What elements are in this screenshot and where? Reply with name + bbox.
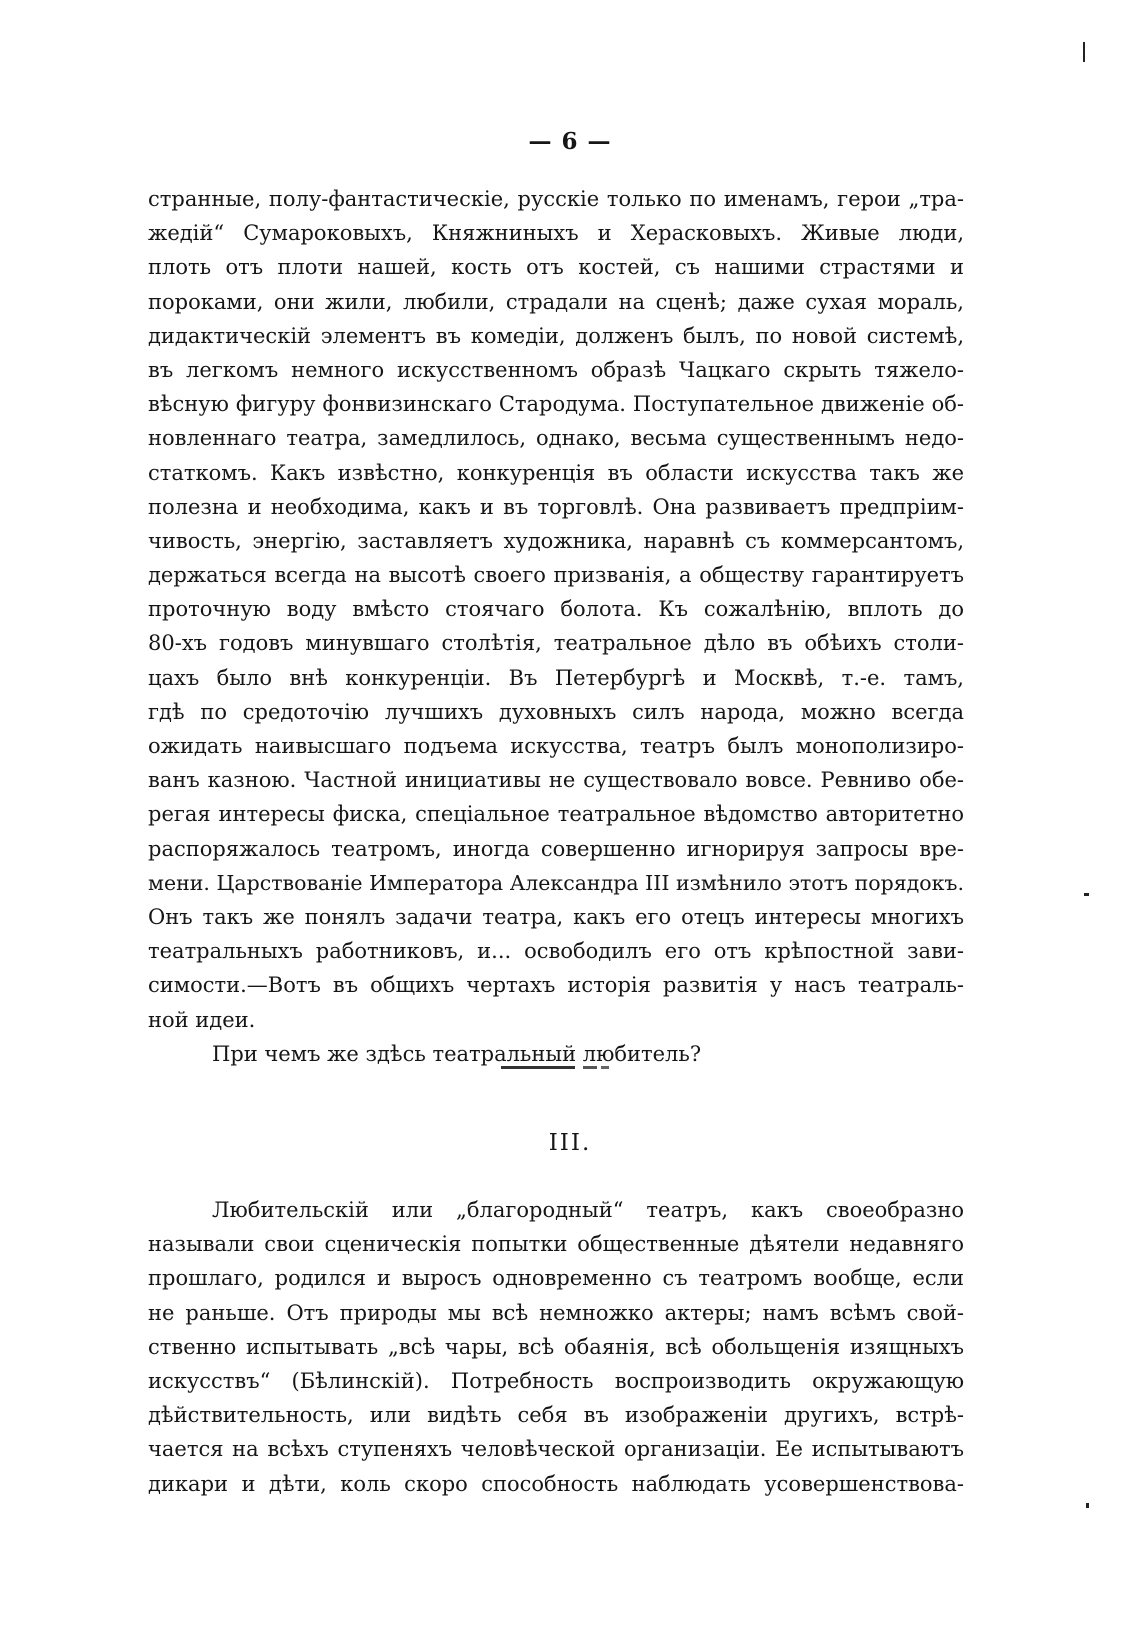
paragraph-three bbox=[148, 1193, 964, 1501]
scan-speck bbox=[1084, 893, 1089, 896]
text-line: плоть отъ плоти нашей, кость отъ костей, съ нашими страстями и bbox=[148, 255, 964, 280]
text-line: Любительскій или „благородный“ театръ, какъ своеобразно bbox=[212, 1198, 964, 1222]
text-line: новленнаго театра, замедлилось, однако, весьма существеннымъ недо- bbox=[148, 426, 964, 451]
text-line: регая интересы фиска, спеціальное театральное вѣдомство авторитетно bbox=[148, 802, 964, 827]
text-line: статкомъ. Какъ извѣстно, конкуренція въ области искусства такъ же bbox=[148, 460, 964, 485]
text-line: чается на всѣхъ ступеняхъ человѣческой организаціи. Ее испытываютъ bbox=[148, 1437, 964, 1462]
text-line: въ легкомъ немного искусственномъ образѣ Чацкаго скрыть тяжело- bbox=[148, 357, 964, 382]
section-heading: III. bbox=[548, 1130, 592, 1156]
text-line: мени. Царствованіе Императора Александра III измѣнило этотъ порядокъ. bbox=[148, 870, 964, 895]
text-line: странные, полу-фантастическіе, русскіе только по именамъ, герои „тра- bbox=[148, 187, 964, 211]
page-number: — 6 — bbox=[528, 128, 612, 155]
paragraph-two: При чемъ же здѣсь театральный любитель? bbox=[212, 1041, 702, 1066]
text-line: не раньше. Отъ природы мы всѣ немножко актеры; намъ всѣмъ свой- bbox=[148, 1300, 964, 1325]
text-line: ной идеи. bbox=[148, 1007, 256, 1032]
text-line: театральныхъ работниковъ, и... освободилъ его отъ крѣпостной зави- bbox=[148, 939, 964, 964]
text-line: симости.—Вотъ въ общихъ чертахъ исторія развитія у насъ театраль- bbox=[148, 973, 964, 998]
text-line: вѣсную фигуру фонвизинскаго Стародума. Поступательное движеніе об- bbox=[148, 392, 964, 417]
text-line: цахъ было внѣ конкуренціи. Въ Петербургѣ и Москвѣ, т.-е. тамъ, bbox=[148, 665, 964, 690]
text-line: ванъ казною. Частной инициативы не существовало вовсе. Ревниво обе- bbox=[148, 768, 964, 793]
scan-speck bbox=[1083, 42, 1085, 62]
paragraph-one bbox=[148, 182, 964, 1071]
text-line: ственно испытывать „всѣ чары, всѣ обаянія, всѣ обольщенія изящныхъ bbox=[148, 1334, 964, 1359]
text-line: искусствъ“ (Бѣлинскій). Потребность воспроизводить окружающую bbox=[148, 1368, 964, 1393]
text-line: держаться всегда на высотѣ своего призванія, а обществу гарантируетъ bbox=[148, 563, 964, 588]
text-line: прошлаго, родился и выросъ одновременно съ театромъ вообще, если bbox=[148, 1266, 964, 1291]
text-line: проточную воду вмѣсто стоячаго болота. Къ сожалѣнію, вплоть до bbox=[148, 597, 964, 622]
text-line: чивость, энергію, заставляетъ художника, наравнѣ съ коммерсантомъ, bbox=[148, 528, 964, 553]
text-line: Онъ такъ же понялъ задачи театра, какъ его отецъ интересы многихъ bbox=[148, 904, 964, 929]
text-line: полезна и необходима, какъ и въ торговлѣ. Она развиваетъ предпріим- bbox=[148, 494, 964, 519]
text-line: гдѣ по средоточію лучшихъ духовныхъ силъ народа, можно всегда bbox=[148, 699, 964, 724]
text-line: называли свои сценическія попытки общественные дѣятели недавняго bbox=[148, 1232, 964, 1257]
text-line: пороками, они жили, любили, страдали на сценѣ; даже сухая мораль, bbox=[148, 289, 964, 314]
text-line: распоряжалось театромъ, иногда совершенно игнорируя запросы вре- bbox=[148, 836, 964, 861]
text-line: жедій“ Сумароковыхъ, Княжниныхъ и Херасковыхъ. Живые люди, bbox=[148, 221, 964, 246]
text-line: 80-хъ годовъ минувшаго столѣтія, театральное дѣло въ обѣихъ столи- bbox=[148, 631, 964, 656]
text-line: дѣйствительность, или видѣть себя въ изображеніи другихъ, встрѣ- bbox=[148, 1403, 964, 1428]
text-line: дидактическій элементъ въ комедіи, долженъ былъ, по новой системѣ, bbox=[148, 323, 964, 348]
scan-speck bbox=[1086, 1503, 1089, 1508]
text-line: дикари и дѣти, коль скоро способность наблюдать усовершенствова- bbox=[148, 1471, 964, 1496]
section-divider bbox=[497, 1066, 615, 1069]
text-line: ожидать наивысшаго подъема искусства, театръ былъ монополизиро- bbox=[148, 734, 964, 758]
